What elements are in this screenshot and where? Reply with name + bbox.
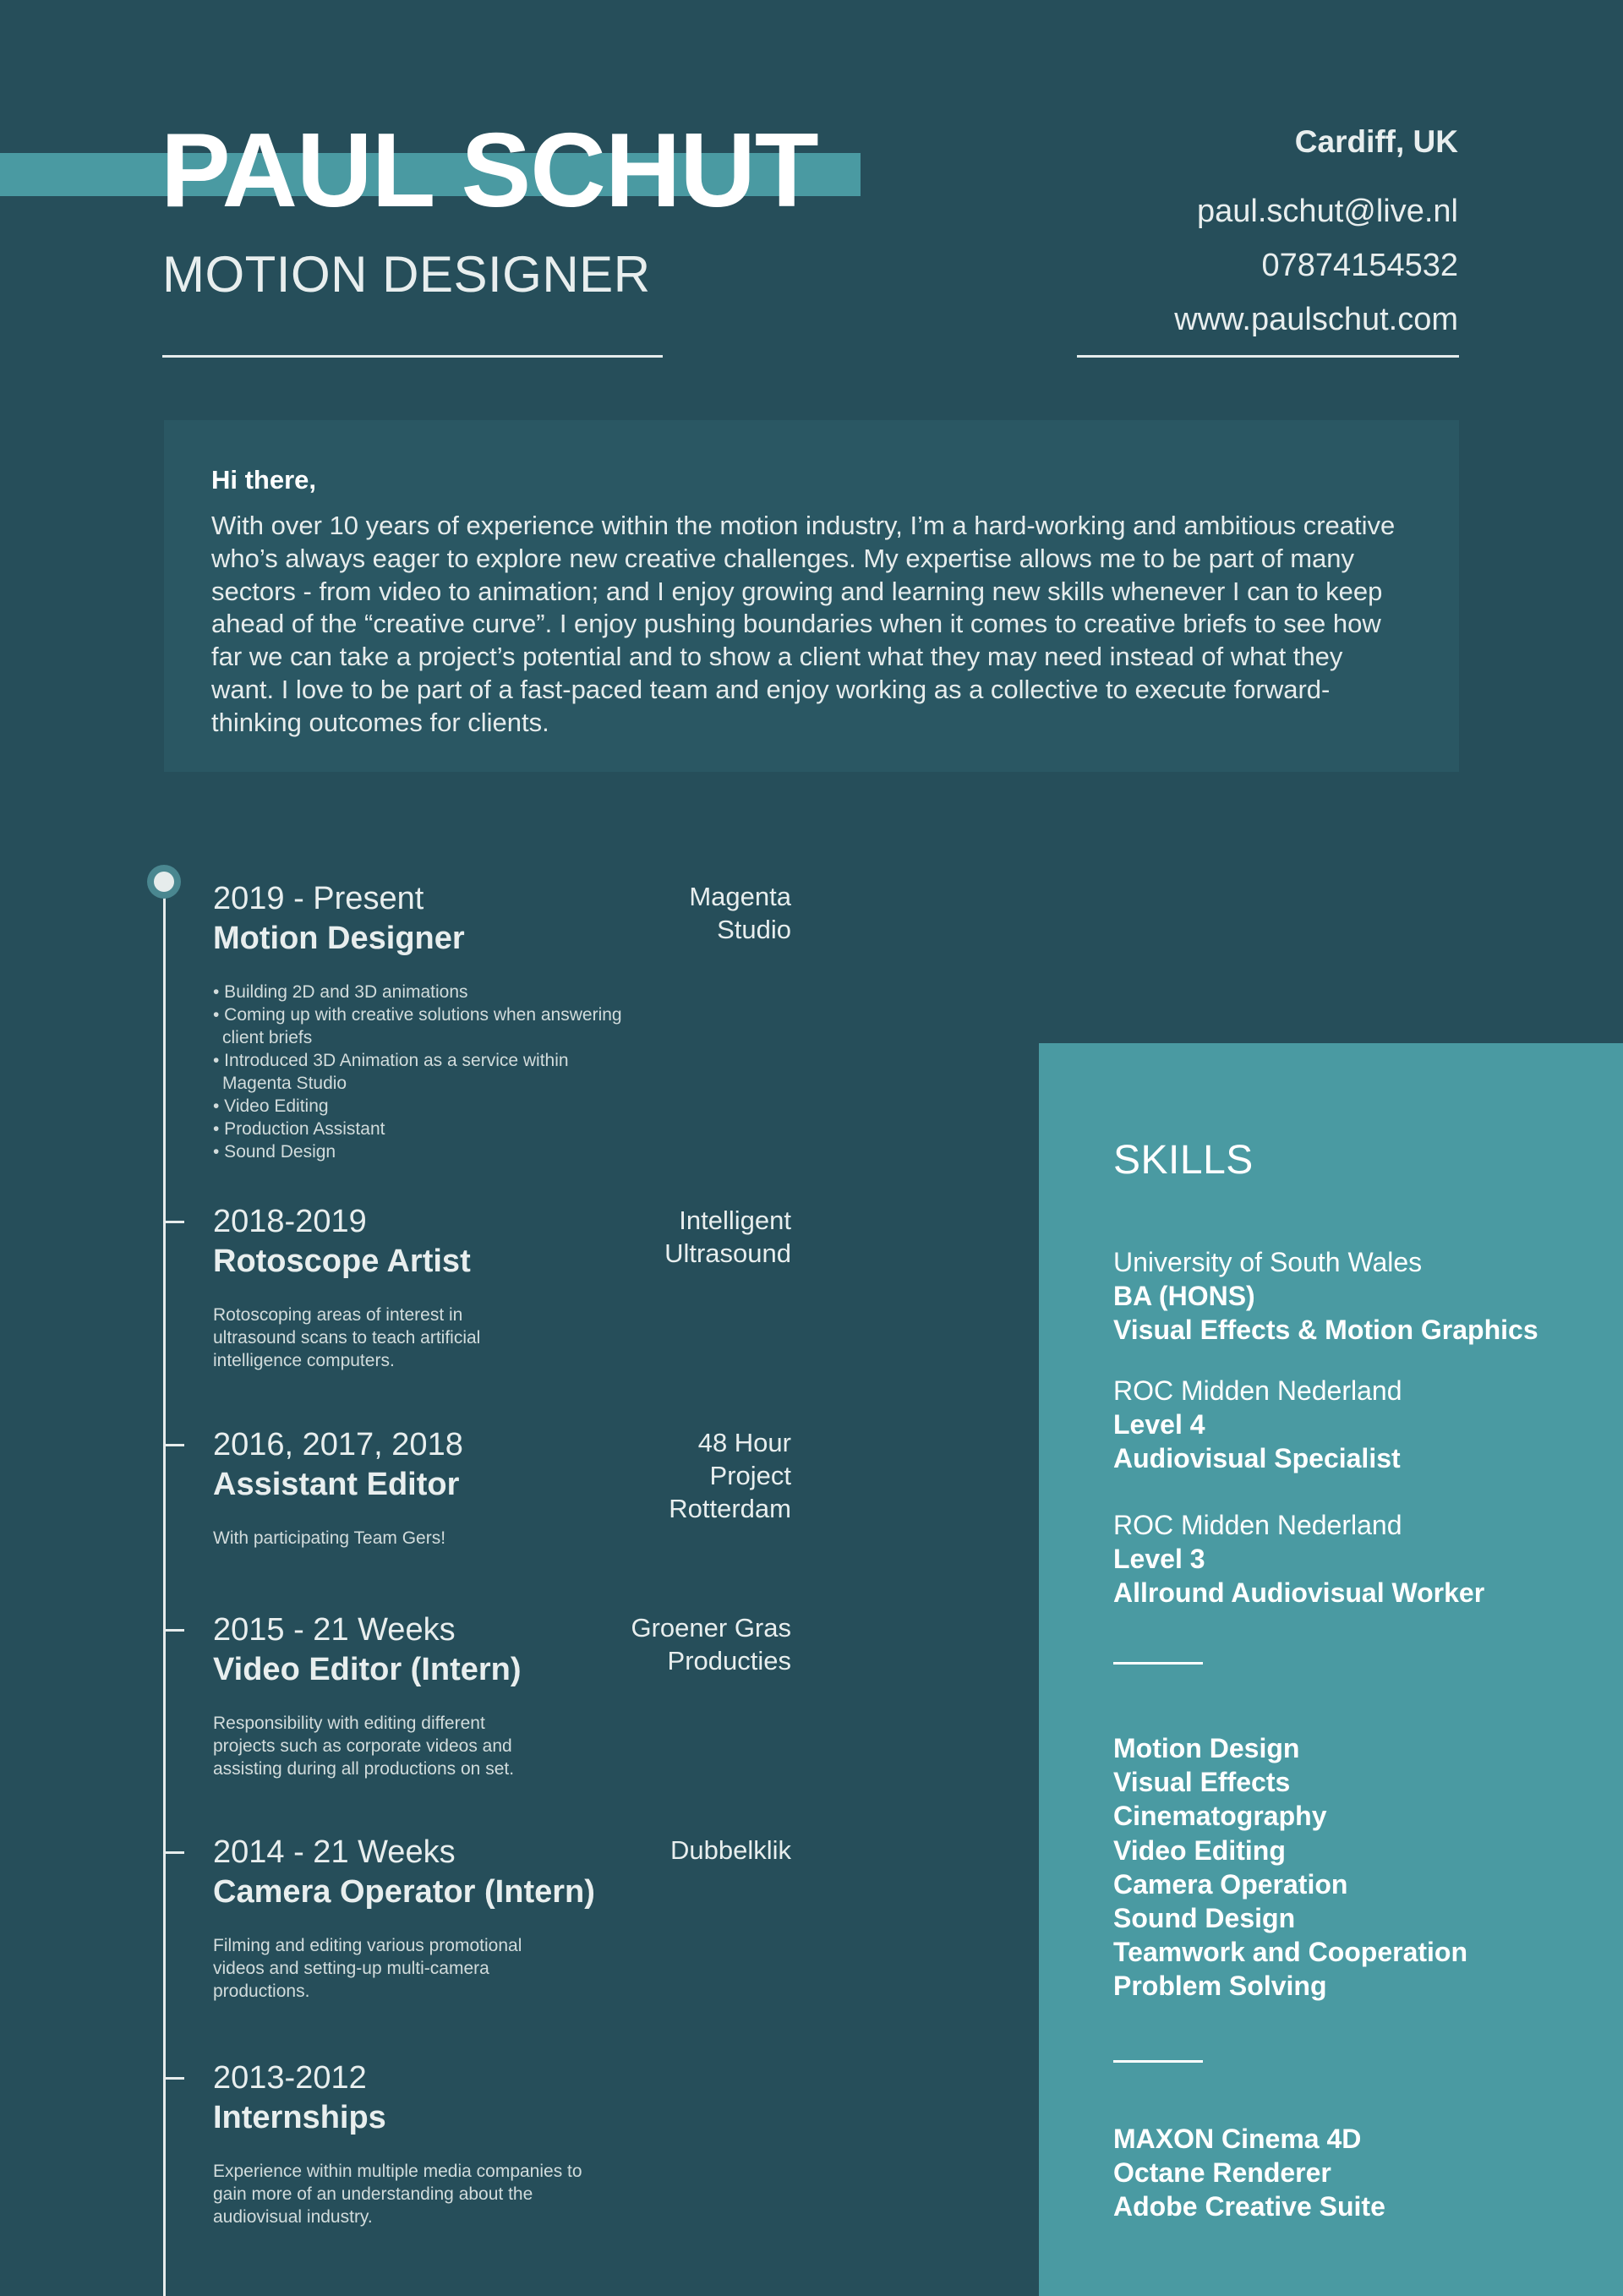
education-item [1113,1374,1402,1475]
bullet-item: • Production Assistant [213,1119,385,1139]
experience-company [571,880,791,946]
timeline-tick [166,1221,184,1223]
ability-item: Visual Effects [1113,1767,1291,1798]
experience-description: Responsibility with editing different projects such as corporate videos and assisting during all productions on set. [213,1714,515,1779]
company-line: Project [709,1461,791,1490]
ability-item: Motion Design [1113,1733,1300,1763]
skills-divider [1113,2060,1203,2063]
bullet-item: • Video Editing [213,1096,329,1116]
intro-greeting: Hi there, [211,465,317,495]
bullet-item: • Coming up with creative solutions when answering client briefs [213,1005,622,1047]
experience-company [571,1611,791,1677]
ability-item: Teamwork and Cooperation [1113,1937,1468,1968]
company-line: Dubbelklik [669,1835,791,1865]
experience-years: 2015 - 21 Weeks [213,1612,456,1648]
education-school: ROC Midden Nederland [1113,1375,1402,1406]
intro-box [164,420,1459,772]
ability-item: Problem Solving [1113,1971,1327,2002]
experience-company [571,1834,791,1867]
abilities-list [1113,1731,1467,2004]
company-line: Groener Gras [631,1613,791,1643]
contact-city: Cardiff, UK [1294,124,1458,159]
experience-description: Experience within multiple media companies to gain more of an understanding about the audiovisual industry. [213,2162,582,2227]
skills-divider [1113,1662,1203,1665]
experience-bullets [213,981,636,1163]
software-item: MAXON Cinema 4D [1113,2124,1362,2154]
candidate-name: PAUL SCHUT [161,112,818,229]
experience-years: 2014 - 21 Weeks [213,1834,456,1870]
experience-description: Filming and editing various promotional videos and setting-up multi-camera productions. [213,1936,522,2001]
education-level: Level 3 [1113,1544,1205,1574]
intro-text: With over 10 years of experience within the motion industry, I’m a hard-working and ambitious creative who’s always eager to explore new creative challenges. My expertise allows me to be part of many sectors - from video to animation; and I enjoy growing and learning new skills whenever I can to keep ahead of the “creative curve”. I enjoy pushing boundaries when it comes to creative briefs to see how far we can take a project’s potential and to show a client what they may need instead of what they want. I love to be part of a fast-paced team and enjoy working as a collective to execute forward-thinking outcomes for clients. [211,511,1396,737]
skills-heading: SKILLS [1113,1138,1254,1183]
ability-item: Cinematography [1113,1801,1327,1832]
experience-description: Rotoscoping areas of interest in ultrasound scans to teach artificial intelligence computers. [213,1305,481,1370]
timeline-tick [166,2077,184,2080]
software-list [1113,2122,1385,2224]
experience-years: 2018-2019 [213,1204,367,1239]
education-school: ROC Midden Nederland [1113,1510,1402,1540]
ability-item: Sound Design [1113,1903,1296,1934]
company-line: Intelligent [679,1205,791,1235]
contact-block [1174,125,1458,347]
company-line: Producties [667,1646,791,1676]
ability-item: Video Editing [1113,1834,1286,1866]
education-course: Visual Effects & Motion Graphics [1113,1315,1538,1345]
experience-years: 2013-2012 [213,2060,367,2096]
header-divider-left [162,355,663,358]
software-item: Adobe Creative Suite [1113,2191,1385,2222]
company-line: Ultrasound [664,1238,791,1268]
experience-company [571,1426,791,1525]
contact-email[interactable]: paul.schut@live.nl [1197,194,1458,229]
education-school: University of South Wales [1113,1247,1423,1277]
skills-panel [1039,1043,1623,2296]
header-divider-right [1077,355,1459,358]
experience-title: Internships [213,2100,386,2135]
education-course: Allround Audiovisual Worker [1113,1577,1485,1608]
job-role: MOTION DESIGNER [162,246,651,303]
bullet-item: • Introduced 3D Animation as a service within Magenta Studio [213,1051,569,1093]
company-line: 48 Hour [697,1428,791,1457]
contact-phone[interactable]: 07874154532 [1261,248,1458,283]
experience-item [213,2058,636,2228]
timeline-tick [166,1629,184,1632]
education-level: BA (HONS) [1113,1281,1255,1311]
education-item [1113,1245,1538,1347]
experience-title: Camera Operator (Intern) [213,1874,595,1910]
company-line: Studio [717,915,791,944]
contact-website[interactable]: www.paulschut.com [1174,302,1458,337]
experience-description: With participating Team Gers! [213,1528,446,1548]
company-line: Magenta [689,882,791,911]
experience-company [571,1204,791,1270]
bullet-item: • Sound Design [213,1142,336,1162]
bullet-item: • Building 2D and 3D animations [213,982,468,1002]
education-item [1113,1508,1484,1610]
experience-title: Video Editor (Intern) [213,1652,522,1687]
experience-years: 2019 - Present [213,881,424,916]
experience-years: 2016, 2017, 2018 [213,1427,463,1462]
timeline-line [163,883,166,2296]
timeline-tick [166,1444,184,1446]
experience-title: Rotoscope Artist [213,1244,471,1279]
company-line: Rotterdam [669,1494,791,1523]
experience-title: Assistant Editor [213,1467,460,1502]
software-item: Octane Renderer [1113,2157,1331,2189]
ability-item: Camera Operation [1113,1868,1348,1900]
timeline-tick [166,1851,184,1854]
timeline-start-dot-inner [154,872,174,892]
experience-title: Motion Designer [213,921,465,956]
education-course: Audiovisual Specialist [1113,1443,1401,1473]
education-level: Level 4 [1113,1409,1205,1440]
